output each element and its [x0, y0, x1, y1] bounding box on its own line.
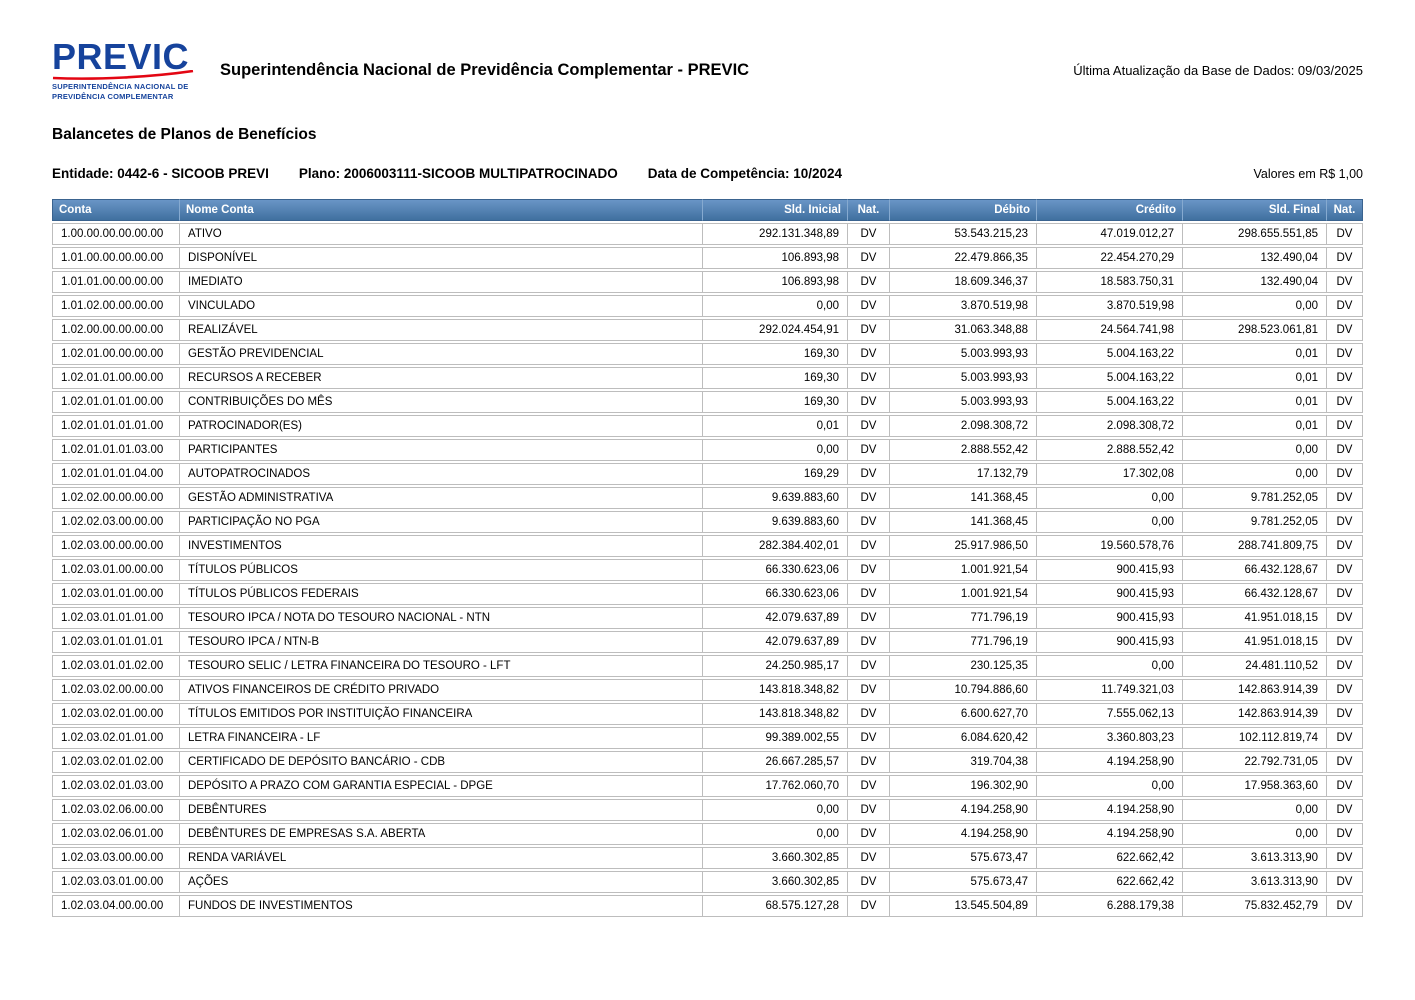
nome-conta-cell: DEBÊNTURES	[180, 799, 703, 821]
nat-final-cell: DV	[1327, 583, 1363, 605]
sld-final-cell: 142.863.914,39	[1183, 679, 1327, 701]
sld-inicial-cell: 292.024.454,91	[703, 319, 848, 341]
nat-inicial-cell: DV	[848, 679, 890, 701]
sld-final-cell: 3.613.313,90	[1183, 871, 1327, 893]
nome-conta-cell: TESOURO IPCA / NOTA DO TESOURO NACIONAL - NTN	[180, 607, 703, 629]
nome-conta-cell: TESOURO SELIC / LETRA FINANCEIRA DO TESOURO - LFT	[180, 655, 703, 677]
sld-final-cell: 132.490,04	[1183, 247, 1327, 269]
debito-cell: 575.673,47	[890, 871, 1037, 893]
credito-cell: 2.888.552,42	[1037, 439, 1183, 461]
nat-final-cell: DV	[1327, 799, 1363, 821]
table-row	[52, 319, 1363, 341]
table-row	[52, 799, 1363, 821]
table-row	[52, 247, 1363, 269]
credito-cell: 900.415,93	[1037, 559, 1183, 581]
sld-final-cell: 102.112.819,74	[1183, 727, 1327, 749]
conta-cell: 1.02.03.03.00.00.00	[52, 847, 180, 869]
sld-inicial-cell: 143.818.348,82	[703, 679, 848, 701]
sld-inicial-cell: 169,30	[703, 391, 848, 413]
credito-cell: 24.564.741,98	[1037, 319, 1183, 341]
debito-cell: 13.545.504,89	[890, 895, 1037, 917]
nat-inicial-cell: DV	[848, 319, 890, 341]
debito-cell: 18.609.346,37	[890, 271, 1037, 293]
nat-inicial-cell: DV	[848, 799, 890, 821]
nat-inicial-cell: DV	[848, 847, 890, 869]
competencia-label: Data de Competência:	[647, 165, 790, 181]
column-header-debito: Débito	[890, 199, 1037, 221]
nat-inicial-cell: DV	[848, 583, 890, 605]
sld-final-cell: 17.958.363,60	[1183, 775, 1327, 797]
nome-conta-cell: ATIVOS FINANCEIROS DE CRÉDITO PRIVADO	[180, 679, 703, 701]
credito-cell: 6.288.179,38	[1037, 895, 1183, 917]
credito-cell: 900.415,93	[1037, 631, 1183, 653]
nat-final-cell: DV	[1327, 631, 1363, 653]
conta-cell: 1.02.03.00.00.00.00	[52, 535, 180, 557]
sld-final-cell: 298.655.551,85	[1183, 223, 1327, 245]
credito-cell: 5.004.163,22	[1037, 367, 1183, 389]
table-row	[52, 775, 1363, 797]
page-header	[52, 36, 1363, 102]
nat-final-cell: DV	[1327, 391, 1363, 413]
nat-inicial-cell: DV	[848, 535, 890, 557]
sld-inicial-cell: 66.330.623,06	[703, 583, 848, 605]
debito-cell: 5.003.993,93	[890, 391, 1037, 413]
nat-final-cell: DV	[1327, 775, 1363, 797]
sld-final-cell: 9.781.252,05	[1183, 487, 1327, 509]
debito-cell: 575.673,47	[890, 847, 1037, 869]
sld-final-cell: 132.490,04	[1183, 271, 1327, 293]
credito-cell: 0,00	[1037, 775, 1183, 797]
plano-info	[299, 166, 618, 181]
column-header-credito: Crédito	[1037, 199, 1183, 221]
table-row	[52, 367, 1363, 389]
section-title: Balancetes de Planos de Benefícios	[52, 125, 317, 143]
nome-conta-cell: PATROCINADOR(ES)	[180, 415, 703, 437]
conta-cell: 1.02.00.00.00.00.00	[52, 319, 180, 341]
credito-cell: 4.194.258,90	[1037, 751, 1183, 773]
nat-final-cell: DV	[1327, 871, 1363, 893]
table-row	[52, 679, 1363, 701]
nat-inicial-cell: DV	[848, 295, 890, 317]
nat-inicial-cell: DV	[848, 727, 890, 749]
nat-final-cell: DV	[1327, 319, 1363, 341]
table-row	[52, 535, 1363, 557]
table-row	[52, 391, 1363, 413]
sld-inicial-cell: 282.384.402,01	[703, 535, 848, 557]
nat-inicial-cell: DV	[848, 655, 890, 677]
debito-cell: 17.132,79	[890, 463, 1037, 485]
table-row	[52, 751, 1363, 773]
nat-inicial-cell: DV	[848, 751, 890, 773]
nat-inicial-cell: DV	[848, 607, 890, 629]
nat-final-cell: DV	[1327, 679, 1363, 701]
nome-conta-cell: IMEDIATO	[180, 271, 703, 293]
nome-conta-cell: GESTÃO ADMINISTRATIVA	[180, 487, 703, 509]
debito-cell: 22.479.866,35	[890, 247, 1037, 269]
nome-conta-cell: DISPONÍVEL	[180, 247, 703, 269]
nome-conta-cell: RENDA VARIÁVEL	[180, 847, 703, 869]
nat-final-cell: DV	[1327, 511, 1363, 533]
sld-final-cell: 41.951.018,15	[1183, 631, 1327, 653]
debito-cell: 771.796,19	[890, 631, 1037, 653]
credito-cell: 11.749.321,03	[1037, 679, 1183, 701]
sld-final-cell: 0,01	[1183, 391, 1327, 413]
nome-conta-cell: CONTRIBUIÇÕES DO MÊS	[180, 391, 703, 413]
sld-final-cell: 41.951.018,15	[1183, 607, 1327, 629]
table-row	[52, 847, 1363, 869]
page-title: Superintendência Nacional de Previdência Complementar - PREVIC	[220, 61, 750, 80]
sld-final-cell: 0,00	[1183, 295, 1327, 317]
competencia-value: 10/2024	[793, 165, 843, 181]
plano-value: 2006003111-SICOOB MULTIPATROCINADO	[343, 165, 618, 181]
table-row	[52, 511, 1363, 533]
nat-inicial-cell: DV	[848, 367, 890, 389]
nat-inicial-cell: DV	[848, 223, 890, 245]
nat-inicial-cell: DV	[848, 343, 890, 365]
sld-inicial-cell: 99.389.002,55	[703, 727, 848, 749]
debito-cell: 6.600.627,70	[890, 703, 1037, 725]
nome-conta-cell: AÇÕES	[180, 871, 703, 893]
sld-inicial-cell: 106.893,98	[703, 247, 848, 269]
sld-final-cell: 0,01	[1183, 343, 1327, 365]
nat-final-cell: DV	[1327, 415, 1363, 437]
column-header-sld-final: Sld. Final	[1183, 199, 1327, 221]
previc-logo-text: PREVIC	[52, 36, 190, 77]
credito-cell: 5.004.163,22	[1037, 391, 1183, 413]
nat-inicial-cell: DV	[848, 463, 890, 485]
credito-cell: 4.194.258,90	[1037, 799, 1183, 821]
table-row	[52, 895, 1363, 917]
credito-cell: 622.662,42	[1037, 871, 1183, 893]
conta-cell: 1.02.03.01.01.01.00	[52, 607, 180, 629]
nat-final-cell: DV	[1327, 367, 1363, 389]
table-row	[52, 343, 1363, 365]
sld-inicial-cell: 106.893,98	[703, 271, 848, 293]
entidade-label: Entidade:	[52, 165, 114, 181]
conta-cell: 1.02.02.03.00.00.00	[52, 511, 180, 533]
table-row	[52, 703, 1363, 725]
sld-final-cell: 0,00	[1183, 463, 1327, 485]
nat-final-cell: DV	[1327, 463, 1363, 485]
sld-final-cell: 66.432.128,67	[1183, 559, 1327, 581]
debito-cell: 1.001.921,54	[890, 583, 1037, 605]
conta-cell: 1.02.01.01.01.01.00	[52, 415, 180, 437]
nat-final-cell: DV	[1327, 271, 1363, 293]
nat-inicial-cell: DV	[848, 823, 890, 845]
previc-logo-subtext: SUPERINTENDÊNCIA NACIONAL DE PREVIDÊNCIA COMPLEMENTAR	[52, 82, 189, 101]
nome-conta-cell: VINCULADO	[180, 295, 703, 317]
credito-cell: 2.098.308,72	[1037, 415, 1183, 437]
debito-cell: 53.543.215,23	[890, 223, 1037, 245]
valores-note: Valores em R$ 1,00	[1253, 166, 1363, 181]
sld-inicial-cell: 26.667.285,57	[703, 751, 848, 773]
debito-cell: 6.084.620,42	[890, 727, 1037, 749]
table-row	[52, 631, 1363, 653]
nome-conta-cell: DEBÊNTURES DE EMPRESAS S.A. ABERTA	[180, 823, 703, 845]
debito-cell: 2.098.308,72	[890, 415, 1037, 437]
debito-cell: 771.796,19	[890, 607, 1037, 629]
sld-inicial-cell: 68.575.127,28	[703, 895, 848, 917]
table-row	[52, 463, 1363, 485]
sld-final-cell: 0,01	[1183, 367, 1327, 389]
conta-cell: 1.02.03.02.06.00.00	[52, 799, 180, 821]
nat-inicial-cell: DV	[848, 271, 890, 293]
nome-conta-cell: RECURSOS A RECEBER	[180, 367, 703, 389]
nat-final-cell: DV	[1327, 343, 1363, 365]
debito-cell: 196.302,90	[890, 775, 1037, 797]
conta-cell: 1.02.03.02.01.03.00	[52, 775, 180, 797]
sld-inicial-cell: 9.639.883,60	[703, 487, 848, 509]
table-row	[52, 439, 1363, 461]
credito-cell: 22.454.270,29	[1037, 247, 1183, 269]
nome-conta-cell: CERTIFICADO DE DEPÓSITO BANCÁRIO - CDB	[180, 751, 703, 773]
plano-label: Plano:	[298, 165, 341, 181]
debito-cell: 1.001.921,54	[890, 559, 1037, 581]
sld-final-cell: 0,00	[1183, 799, 1327, 821]
conta-cell: 1.01.02.00.00.00.00	[52, 295, 180, 317]
column-header-nome-conta: Nome Conta	[180, 199, 703, 221]
nat-final-cell: DV	[1327, 247, 1363, 269]
sld-final-cell: 66.432.128,67	[1183, 583, 1327, 605]
table-row	[52, 727, 1363, 749]
nat-inicial-cell: DV	[848, 703, 890, 725]
debito-cell: 25.917.986,50	[890, 535, 1037, 557]
table-row	[52, 295, 1363, 317]
debito-cell: 5.003.993,93	[890, 367, 1037, 389]
table-row	[52, 223, 1363, 245]
credito-cell: 3.870.519,98	[1037, 295, 1183, 317]
table-row	[52, 655, 1363, 677]
conta-cell: 1.02.03.03.01.00.00	[52, 871, 180, 893]
conta-cell: 1.01.00.00.00.00.00	[52, 247, 180, 269]
nome-conta-cell: TÍTULOS EMITIDOS POR INSTITUIÇÃO FINANCEIRA	[180, 703, 703, 725]
nat-inicial-cell: DV	[848, 559, 890, 581]
conta-cell: 1.02.03.02.00.00.00	[52, 679, 180, 701]
entidade-info	[52, 166, 269, 181]
nat-final-cell: DV	[1327, 607, 1363, 629]
balancete-table	[52, 197, 1363, 919]
nat-final-cell: DV	[1327, 703, 1363, 725]
sld-final-cell: 9.781.252,05	[1183, 511, 1327, 533]
nat-final-cell: DV	[1327, 655, 1363, 677]
nome-conta-cell: TESOURO IPCA / NTN-B	[180, 631, 703, 653]
nat-final-cell: DV	[1327, 895, 1363, 917]
sld-final-cell: 24.481.110,52	[1183, 655, 1327, 677]
table-row	[52, 583, 1363, 605]
column-header-nat-2: Nat.	[1327, 199, 1363, 221]
sld-final-cell: 75.832.452,79	[1183, 895, 1327, 917]
nome-conta-cell: LETRA FINANCEIRA - LF	[180, 727, 703, 749]
conta-cell: 1.02.03.01.00.00.00	[52, 559, 180, 581]
nat-final-cell: DV	[1327, 295, 1363, 317]
nome-conta-cell: TÍTULOS PÚBLICOS	[180, 559, 703, 581]
credito-cell: 17.302,08	[1037, 463, 1183, 485]
debito-cell: 31.063.348,88	[890, 319, 1037, 341]
sld-inicial-cell: 42.079.637,89	[703, 631, 848, 653]
sld-final-cell: 3.613.313,90	[1183, 847, 1327, 869]
nat-inicial-cell: DV	[848, 487, 890, 509]
table-row	[52, 487, 1363, 509]
nome-conta-cell: REALIZÁVEL	[180, 319, 703, 341]
nat-inicial-cell: DV	[848, 391, 890, 413]
sld-inicial-cell: 0,00	[703, 295, 848, 317]
debito-cell: 141.368,45	[890, 487, 1037, 509]
credito-cell: 18.583.750,31	[1037, 271, 1183, 293]
nat-inicial-cell: DV	[848, 511, 890, 533]
last-update-text: Última Atualização da Base de Dados: 09/03/2025	[1073, 63, 1363, 79]
credito-cell: 0,00	[1037, 655, 1183, 677]
nome-conta-cell: INVESTIMENTOS	[180, 535, 703, 557]
table-row	[52, 559, 1363, 581]
sld-inicial-cell: 0,00	[703, 799, 848, 821]
column-header-conta: Conta	[52, 199, 180, 221]
previc-logo	[52, 36, 204, 102]
conta-cell: 1.02.03.01.01.01.01	[52, 631, 180, 653]
sld-inicial-cell: 3.660.302,85	[703, 871, 848, 893]
conta-cell: 1.02.03.01.01.02.00	[52, 655, 180, 677]
nome-conta-cell: PARTICIPANTES	[180, 439, 703, 461]
sld-final-cell: 298.523.061,81	[1183, 319, 1327, 341]
credito-cell: 4.194.258,90	[1037, 823, 1183, 845]
credito-cell: 0,00	[1037, 487, 1183, 509]
credito-cell: 19.560.578,76	[1037, 535, 1183, 557]
conta-cell: 1.02.01.01.01.03.00	[52, 439, 180, 461]
column-header-nat-1: Nat.	[848, 199, 890, 221]
sld-inicial-cell: 66.330.623,06	[703, 559, 848, 581]
sld-inicial-cell: 292.131.348,89	[703, 223, 848, 245]
sld-final-cell: 0,00	[1183, 439, 1327, 461]
conta-cell: 1.02.03.02.01.01.00	[52, 727, 180, 749]
nat-final-cell: DV	[1327, 727, 1363, 749]
table-row	[52, 415, 1363, 437]
debito-cell: 5.003.993,93	[890, 343, 1037, 365]
conta-cell: 1.02.03.04.00.00.00	[52, 895, 180, 917]
nat-final-cell: DV	[1327, 487, 1363, 509]
nome-conta-cell: PARTICIPAÇÃO NO PGA	[180, 511, 703, 533]
nat-inicial-cell: DV	[848, 247, 890, 269]
sld-inicial-cell: 24.250.985,17	[703, 655, 848, 677]
sld-inicial-cell: 169,30	[703, 343, 848, 365]
table-row	[52, 607, 1363, 629]
nome-conta-cell: DEPÓSITO A PRAZO COM GARANTIA ESPECIAL - DPGE	[180, 775, 703, 797]
credito-cell: 900.415,93	[1037, 607, 1183, 629]
sld-inicial-cell: 9.639.883,60	[703, 511, 848, 533]
credito-cell: 0,00	[1037, 511, 1183, 533]
sld-inicial-cell: 17.762.060,70	[703, 775, 848, 797]
table-body	[52, 223, 1363, 917]
debito-cell: 230.125,35	[890, 655, 1037, 677]
conta-cell: 1.02.03.02.06.01.00	[52, 823, 180, 845]
sld-inicial-cell: 0,00	[703, 439, 848, 461]
credito-cell: 5.004.163,22	[1037, 343, 1183, 365]
nat-inicial-cell: DV	[848, 631, 890, 653]
conta-cell: 1.02.03.02.01.00.00	[52, 703, 180, 725]
debito-cell: 141.368,45	[890, 511, 1037, 533]
nat-final-cell: DV	[1327, 535, 1363, 557]
nome-conta-cell: ATIVO	[180, 223, 703, 245]
sld-inicial-cell: 0,00	[703, 823, 848, 845]
table-row	[52, 271, 1363, 293]
nat-final-cell: DV	[1327, 223, 1363, 245]
nat-inicial-cell: DV	[848, 775, 890, 797]
sld-inicial-cell: 0,01	[703, 415, 848, 437]
sld-inicial-cell: 3.660.302,85	[703, 847, 848, 869]
nome-conta-cell: AUTOPATROCINADOS	[180, 463, 703, 485]
conta-cell: 1.02.03.01.01.00.00	[52, 583, 180, 605]
sld-final-cell: 22.792.731,05	[1183, 751, 1327, 773]
sld-final-cell: 0,00	[1183, 823, 1327, 845]
nat-final-cell: DV	[1327, 559, 1363, 581]
debito-cell: 10.794.886,60	[890, 679, 1037, 701]
sld-final-cell: 142.863.914,39	[1183, 703, 1327, 725]
nome-conta-cell: TÍTULOS PÚBLICOS FEDERAIS	[180, 583, 703, 605]
credito-cell: 7.555.062,13	[1037, 703, 1183, 725]
credito-cell: 47.019.012,27	[1037, 223, 1183, 245]
sld-final-cell: 288.741.809,75	[1183, 535, 1327, 557]
competencia-info	[648, 166, 842, 181]
sld-inicial-cell: 42.079.637,89	[703, 607, 848, 629]
table-row	[52, 871, 1363, 893]
nome-conta-cell: GESTÃO PREVIDENCIAL	[180, 343, 703, 365]
sld-inicial-cell: 169,30	[703, 367, 848, 389]
debito-cell: 2.888.552,42	[890, 439, 1037, 461]
entidade-value: 0442-6 - SICOOB PREVI	[117, 165, 269, 181]
nat-final-cell: DV	[1327, 439, 1363, 461]
nat-inicial-cell: DV	[848, 439, 890, 461]
debito-cell: 319.704,38	[890, 751, 1037, 773]
conta-cell: 1.02.02.00.00.00.00	[52, 487, 180, 509]
nat-inicial-cell: DV	[848, 871, 890, 893]
conta-cell: 1.02.01.01.01.00.00	[52, 391, 180, 413]
credito-cell: 622.662,42	[1037, 847, 1183, 869]
sld-final-cell: 0,01	[1183, 415, 1327, 437]
nat-inicial-cell: DV	[848, 415, 890, 437]
conta-cell: 1.00.00.00.00.00.00	[52, 223, 180, 245]
nome-conta-cell: FUNDOS DE INVESTIMENTOS	[180, 895, 703, 917]
column-header-sld-inicial: Sld. Inicial	[703, 199, 848, 221]
credito-cell: 900.415,93	[1037, 583, 1183, 605]
table-header-row	[52, 199, 1363, 221]
conta-cell: 1.02.01.01.01.04.00	[52, 463, 180, 485]
debito-cell: 4.194.258,90	[890, 799, 1037, 821]
sld-inicial-cell: 169,29	[703, 463, 848, 485]
conta-cell: 1.02.01.01.00.00.00	[52, 367, 180, 389]
conta-cell: 1.02.03.02.01.02.00	[52, 751, 180, 773]
conta-cell: 1.01.01.00.00.00.00	[52, 271, 180, 293]
report-meta	[52, 166, 1363, 181]
nat-inicial-cell: DV	[848, 895, 890, 917]
debito-cell: 3.870.519,98	[890, 295, 1037, 317]
sld-inicial-cell: 143.818.348,82	[703, 703, 848, 725]
nat-final-cell: DV	[1327, 847, 1363, 869]
nat-final-cell: DV	[1327, 751, 1363, 773]
debito-cell: 4.194.258,90	[890, 823, 1037, 845]
table-row	[52, 823, 1363, 845]
nat-final-cell: DV	[1327, 823, 1363, 845]
credito-cell: 3.360.803,23	[1037, 727, 1183, 749]
conta-cell: 1.02.01.00.00.00.00	[52, 343, 180, 365]
